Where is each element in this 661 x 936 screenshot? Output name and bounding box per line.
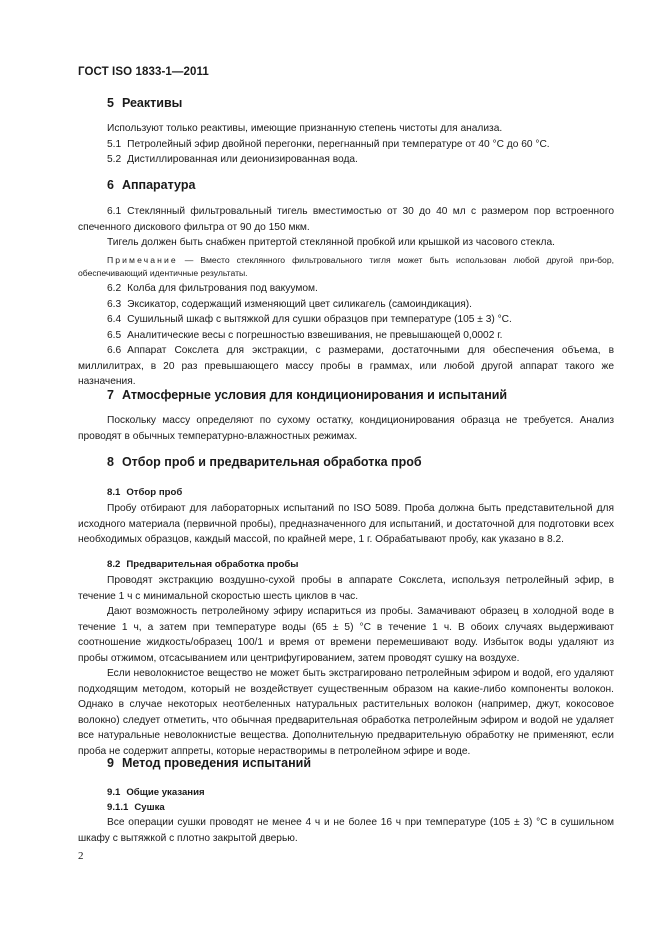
list-item: 6.4 Сушильный шкаф с вытяжкой для сушки образцов при температуре (105 ± 3) °С. — [107, 314, 512, 325]
list-item: 6.3 Эксикатор, содержащий изменяющий цвет силикагель (самоиндикация). — [107, 298, 472, 310]
section-title: Реактивы — [121, 96, 183, 110]
paragraph: Все операции сушки проводят не менее 4 ч и не более 16 ч при температуре (105 ± 3) °С в сушильном шкафу с вытяжкой с плотно закрытой дверью. — [78, 817, 614, 844]
section-9-heading — [107, 756, 311, 770]
section-6-body — [78, 204, 614, 251]
section-8-heading — [107, 455, 422, 469]
document-header: ГОСТ ISO 1833-1—2011 — [78, 66, 209, 78]
section-title: Отбор проб и предварительная обработка проб — [121, 455, 422, 469]
section-8-2-body — [78, 573, 614, 759]
list-item: 5.1 Петролейный эфир двойной перегонки, перегнанный при температуре от 40 °С до 60 °С. — [107, 138, 550, 150]
list-item: 6.1 Стеклянный фильтровальный тигель вместимостью от 30 до 40 мл с размером пор встроенного спеченного дискового фильтра от 90 до 150 мкм. — [78, 206, 614, 233]
list-item: 6.6 Аппарат Сокслета для экстракции, с размерами, достаточными для обеспечения объема, в миллилитрах, в 20 раз превышающего массу пробы в граммах, или любой другой аппарат такого же назначения. — [78, 345, 614, 387]
paragraph: Поскольку массу определяют по сухому остатку, кондиционирования образца не требуется. Анализ проводят в обычных температурно-влажностных режимах. — [78, 415, 614, 442]
paragraph: Проводят экстракцию воздушно-сухой пробы в аппарате Сокслета, используя петролейный эфир, в течение 1 ч с минимальной скоростью шесть циклов в час. — [78, 575, 614, 602]
section-6-heading — [107, 178, 195, 192]
paragraph: Используют только реактивы, имеющие признанную степень чистоты для анализа. — [107, 123, 503, 134]
paragraph: Дают возможность петролейному эфиру испариться из пробы. Замачивают образец в холодной воде в течение 1 ч, а затем при температуре воды (65 ± 5) °С в течение 1 ч. В обоих случаях выдерживают соотношение жидкость/образец 100/1 и время от времени перемешивают воду. Избыток воды удаляют из пробы отжимом, отсасыванием или центрифугированием, затем проводят сушку на воздухе. — [78, 606, 614, 664]
section-number: 7 — [107, 388, 114, 402]
section-title: Метод проведения испытаний — [121, 756, 312, 770]
page-number: 2 — [78, 850, 84, 862]
section-9-body — [78, 815, 614, 846]
subsection-9-1-1-heading: 9.1.1 Сушка — [107, 802, 165, 813]
list-item: 6.5 Аналитические весы с погрешностью взвешивания, не превышающей 0,0002 г. — [107, 329, 503, 341]
section-7-body — [78, 413, 614, 444]
list-item: 5.2 Дистиллированная или деионизированная вода. — [107, 154, 358, 165]
section-8-1-body — [78, 501, 614, 548]
subsection-8-2-heading: 8.2 Предварительная обработка пробы — [107, 559, 299, 570]
note-text: — Вместо стеклянного фильтровального тигля может быть использован любой другой при-бор, обеспечивающий идентичные результаты. — [78, 255, 614, 278]
subsection-8-1-heading: 8.1 Отбор проб — [107, 487, 183, 498]
section-5-heading — [107, 96, 182, 110]
section-6-items — [78, 281, 614, 390]
note-label: Примечание — [107, 255, 178, 265]
paragraph: Тигель должен быть снабжен притертой стеклянной пробкой или крышкой из часового стекла. — [107, 237, 555, 248]
subsection-9-1-heading: 9.1 Общие указания — [107, 787, 205, 798]
section-number: 5 — [107, 96, 114, 110]
paragraph: Если неволокнистое вещество не может быть экстрагировано петролейным эфиром и водой, его удаляют подходящим методом, который не воздействует существенным образом на какие-либо компоненты волокон. Однако в случае некоторых неотбеленных натуральных растительных волокон (например, джут, кокосовое волокно) следует отметить, что обычная предварительная обработка петролейным эфиром и водой не удаляет все натуральные неволокнистые вещества. Дополнительную предварительную обработку не применяют, если проба не содержит аппреты, которые нерастворимы в петролейном эфире и воде. — [78, 668, 614, 757]
section-title: Атмосферные условия для кондиционирования и испытаний — [121, 388, 508, 402]
list-item: 6.2 Колба для фильтрования под вакуумом. — [107, 283, 318, 294]
section-5-body — [78, 121, 614, 168]
note — [78, 254, 614, 280]
section-number: 9 — [107, 756, 114, 770]
section-title: Аппаратура — [121, 178, 196, 192]
paragraph: Пробу отбирают для лабораторных испытаний по ISO 5089. Проба должна быть представительной для исходного материала (первичной пробы), предназначенного для испытаний, и достаточной для подготовки всех необходимых образцов, каждый массой, по крайней мере, 1 г. Обрабатывают пробу, как указано в 8.2. — [78, 503, 614, 545]
section-number: 6 — [107, 178, 114, 192]
section-7-heading — [107, 388, 507, 402]
section-number: 8 — [107, 455, 114, 469]
